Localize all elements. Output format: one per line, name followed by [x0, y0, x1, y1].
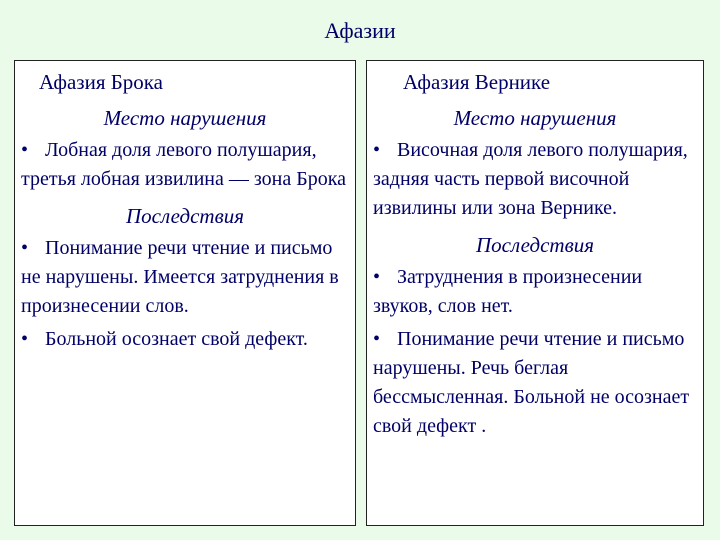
- wernicke-location-heading: Место нарушения: [453, 106, 617, 130]
- wernicke-consequence-bullet: • Затруднения в произнесении звуков, слов нет.: [367, 263, 703, 321]
- broca-location-heading: Место нарушения: [103, 106, 267, 130]
- wernicke-panel: [366, 60, 704, 526]
- broca-location-bullet: • Лобная доля левого полушария, третья лобная извилина — зона Брока: [15, 136, 355, 194]
- bullet-icon: •: [373, 139, 381, 161]
- bullet-icon: •: [21, 237, 29, 259]
- broca-awareness-bullet: • Больной осознает свой дефект.: [15, 325, 355, 354]
- bullet-icon: •: [21, 328, 29, 350]
- wernicke-awareness-bullet: • Понимание речи чтение и письмо нарушены. Речь беглая бессмысленная. Больной не осознает свой дефект .: [367, 325, 703, 441]
- bullet-icon: •: [21, 139, 29, 161]
- slide-title: Афазии: [324, 18, 396, 43]
- wernicke-consequences-heading: Последствия: [476, 233, 594, 257]
- wernicke-location-bullet: • Височная доля левого полушария, задняя часть первой височной извилины или зона Вернике.: [367, 136, 703, 223]
- broca-title: Афазия Брока: [39, 70, 164, 94]
- broca-consequence-bullet: • Понимание речи чтение и письмо не нарушены. Имеется затруднения в произнесении слов.: [15, 234, 355, 321]
- wernicke-title: Афазия Вернике: [403, 70, 551, 94]
- broca-panel: [14, 60, 356, 526]
- bullet-icon: •: [373, 328, 381, 350]
- broca-consequences-heading: Последствия: [126, 204, 244, 228]
- bullet-icon: •: [373, 266, 381, 288]
